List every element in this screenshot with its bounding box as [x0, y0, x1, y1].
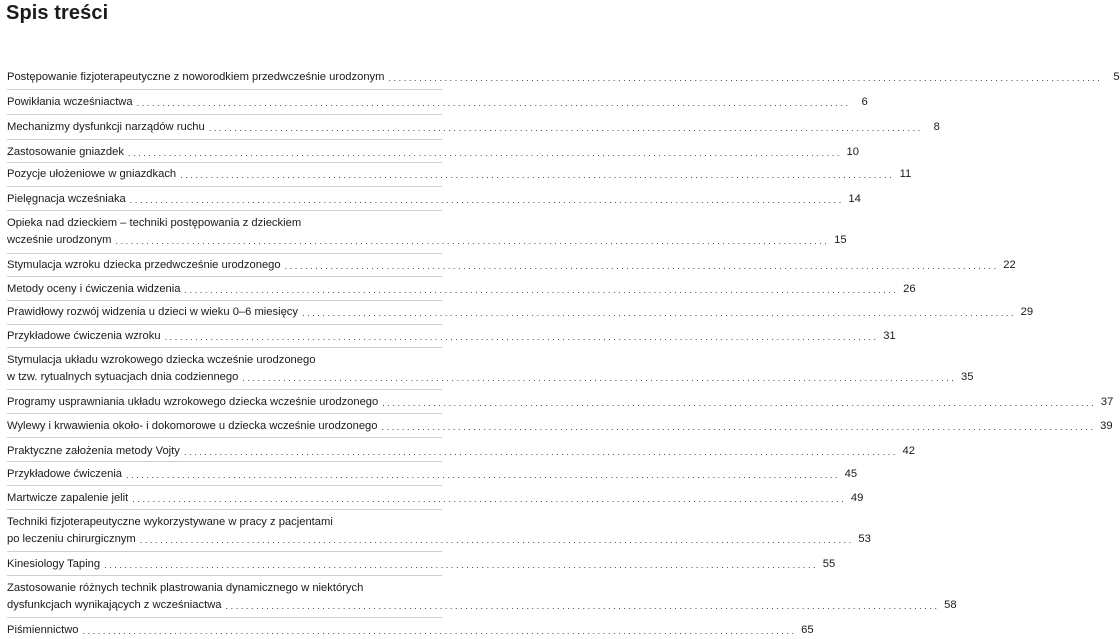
toc-entry-title: Postępowanie fizjoterapeutyczne z noworodkiem przedwcześnie urodzonym — [7, 71, 385, 83]
toc-entry-row — [7, 556, 836, 573]
toc-divider — [7, 114, 442, 115]
toc-page-number: 6 — [861, 96, 868, 108]
toc-entry[interactable] — [7, 257, 1016, 274]
toc-entry-title: Stymulacja wzroku dziecka przedwcześnie urodzonego — [7, 259, 281, 271]
toc-dot-leader: ............................................................................................................................................ — [115, 236, 830, 246]
toc-entry-row — [7, 281, 916, 298]
toc-divider — [7, 485, 442, 486]
toc-entry-title: Zastosowanie gniazdek — [7, 146, 124, 158]
toc-page-number: 29 — [1020, 306, 1034, 318]
toc-dot-leader: ............................................................................................................................................ — [139, 535, 854, 545]
toc-entry-row — [7, 144, 859, 161]
toc-entry-title: Powikłania wcześniactwa — [7, 96, 133, 108]
toc-entry[interactable] — [7, 394, 1114, 411]
toc-entry-row — [7, 328, 896, 345]
toc-entry[interactable] — [7, 490, 864, 507]
toc-page-number: 15 — [834, 234, 847, 246]
toc-dot-leader: ............................................................................................................................................ — [104, 560, 819, 570]
toc-dot-leader: ............................................................................................................................................ — [388, 73, 1103, 83]
toc-dot-leader: ............................................................................................................................................ — [164, 332, 879, 342]
toc-page-number: 8 — [933, 121, 940, 133]
toc-dot-leader: ............................................................................................................................................ — [183, 447, 898, 457]
toc-divider — [7, 347, 442, 348]
toc-divider — [7, 461, 442, 462]
toc-dot-leader: ............................................................................................................................................ — [82, 626, 797, 636]
toc-divider — [7, 139, 442, 140]
toc-page-number: 39 — [1100, 420, 1113, 432]
toc-entry-title: w tzw. rytualnych sytuacjach dnia codziennego — [7, 371, 239, 383]
toc-page-number: 45 — [844, 468, 858, 480]
toc-page-number: 53 — [858, 533, 871, 545]
toc-divider — [7, 324, 442, 325]
toc-entry[interactable] — [7, 328, 896, 345]
toc-page-number: 42 — [902, 445, 915, 457]
toc-entry-title-line: Techniki fizjoterapeutyczne wykorzystywane w pracy z pacjentami — [7, 516, 333, 528]
toc-entry[interactable] — [7, 556, 836, 573]
toc-entry[interactable] — [7, 281, 916, 298]
toc-entry-row — [7, 531, 871, 548]
toc-page-number: 65 — [801, 624, 814, 636]
toc-dot-leader: ............................................................................................................................................ — [225, 601, 940, 611]
toc-dot-leader: ............................................................................................................................................ — [381, 422, 1096, 432]
toc-divider — [7, 300, 442, 301]
toc-page-number: 31 — [883, 330, 896, 342]
toc-entry[interactable] — [7, 580, 957, 614]
toc-divider — [7, 509, 442, 510]
toc-entry-row — [7, 418, 1113, 435]
toc-dot-leader: ............................................................................................................................................ — [284, 261, 999, 271]
toc-divider — [7, 617, 442, 618]
toc-entry-title-line: Opieka nad dzieckiem – techniki postępowania z dzieckiem — [7, 217, 302, 229]
toc-entry-title: wcześnie urodzonym — [7, 234, 112, 246]
toc-entry-title: dysfunkcjach wynikających z wcześniactwa — [7, 599, 222, 611]
toc-entry-title-line: Stymulacja układu wzrokowego dziecka wcześnie urodzonego — [7, 354, 316, 366]
toc-entry-title: Metody oceny i ćwiczenia widzenia — [7, 283, 181, 295]
toc-entry[interactable] — [7, 352, 974, 386]
toc-entry-row — [7, 490, 864, 507]
toc-entry-title: Praktyczne założenia metody Vojty — [7, 445, 180, 457]
toc-dot-leader: ............................................................................................................................................ — [136, 98, 851, 108]
toc-entry-title: Pozycje ułożeniowe w gniazdkach — [7, 168, 177, 180]
toc-entry-row — [7, 94, 868, 111]
toc-entry-row — [7, 166, 912, 183]
toc-divider — [7, 276, 442, 277]
toc-dot-leader: ............................................................................................................................................ — [180, 170, 895, 180]
toc-entry[interactable] — [7, 69, 1120, 86]
toc-entry-title: Przykładowe ćwiczenia wzroku — [7, 330, 161, 342]
toc-entry[interactable] — [7, 94, 868, 111]
toc-entry-row — [7, 191, 861, 208]
toc-dot-leader: ............................................................................................................................................ — [126, 470, 841, 480]
toc-entry-title: Wylewy i krwawienia około- i dokomorowe u dziecka wcześnie urodzonego — [7, 420, 378, 432]
toc-entry-row — [7, 369, 974, 386]
toc-divider — [7, 253, 442, 254]
toc-dot-leader: ............................................................................................................................................ — [129, 195, 844, 205]
toc-entry[interactable] — [7, 466, 858, 483]
toc-entry-title: Prawidłowy rozwój widzenia u dzieci w wieku 0–6 miesięcy — [7, 306, 298, 318]
toc-entry-row — [7, 304, 1034, 321]
toc-entry-title-line: Zastosowanie różnych technik plastrowania dynamicznego w niektórych — [7, 582, 364, 594]
toc-divider — [7, 89, 442, 90]
toc-page-number: 55 — [822, 558, 836, 570]
toc-divider — [7, 389, 442, 390]
toc-entry[interactable] — [7, 144, 859, 161]
toc-entry-title: Piśmiennictwo — [7, 624, 79, 636]
toc-entry[interactable] — [7, 418, 1113, 435]
toc-dot-leader: ............................................................................................................................................ — [208, 123, 923, 133]
toc-dot-leader: ............................................................................................................................................ — [184, 285, 899, 295]
toc-divider — [7, 437, 442, 438]
toc-page-number: 5 — [1113, 71, 1120, 83]
toc-entry-title: Kinesiology Taping — [7, 558, 101, 570]
toc-entry[interactable] — [7, 119, 940, 136]
toc-divider — [7, 186, 442, 187]
toc-entry-row — [7, 394, 1114, 411]
page-title: Spis treści — [6, 2, 109, 24]
toc-entry[interactable] — [7, 304, 1034, 321]
toc-entry[interactable] — [7, 191, 861, 208]
toc-divider — [7, 575, 442, 576]
toc-dot-leader: ............................................................................................................................................ — [302, 308, 1017, 318]
toc-page-number: 22 — [1003, 259, 1016, 271]
toc-entry-row — [7, 443, 915, 460]
toc-entry-title: Programy usprawniania układu wzrokowego dziecka wcześnie urodzonego — [7, 396, 379, 408]
toc-entry[interactable] — [7, 514, 871, 548]
toc-dot-leader: ............................................................................................................................................ — [242, 373, 957, 383]
toc-entry[interactable] — [7, 166, 912, 183]
toc-entry-row — [7, 466, 858, 483]
toc-page-number: 26 — [903, 283, 916, 295]
toc-page-number: 35 — [960, 371, 974, 383]
toc-entry-row — [7, 119, 940, 136]
toc-dot-leader: ............................................................................................................................................ — [382, 398, 1097, 408]
toc-entry-title: Mechanizmy dysfunkcji narządów ruchu — [7, 121, 205, 133]
toc-entry-title: Przykładowe ćwiczenia — [7, 468, 123, 480]
toc-entry-row — [7, 597, 957, 614]
toc-entry[interactable] — [7, 215, 847, 249]
toc-entry-row — [7, 257, 1016, 274]
toc-entry[interactable] — [7, 622, 814, 639]
toc-entry-title: Pielęgnacja wcześniaka — [7, 193, 126, 205]
toc-divider — [7, 162, 442, 163]
toc-dot-leader: ............................................................................................................................................ — [132, 494, 847, 504]
toc-page-number: 37 — [1100, 396, 1114, 408]
toc-entry-title: Martwicze zapalenie jelit — [7, 492, 129, 504]
toc-page-number: 14 — [848, 193, 861, 205]
toc-divider — [7, 551, 442, 552]
toc-page-number: 11 — [899, 168, 912, 180]
toc-dot-leader: ............................................................................................................................................ — [127, 148, 842, 158]
toc-divider — [7, 210, 442, 211]
toc-entry-row — [7, 622, 814, 639]
toc-page-number: 10 — [846, 146, 859, 158]
toc-page-number: 49 — [850, 492, 864, 504]
toc-page-number: 58 — [944, 599, 957, 611]
toc-entry-row — [7, 69, 1120, 86]
toc-divider — [7, 413, 442, 414]
toc-entry-title: po leczeniu chirurgicznym — [7, 533, 136, 545]
toc-entry[interactable] — [7, 443, 915, 460]
toc-entry-row — [7, 232, 847, 249]
